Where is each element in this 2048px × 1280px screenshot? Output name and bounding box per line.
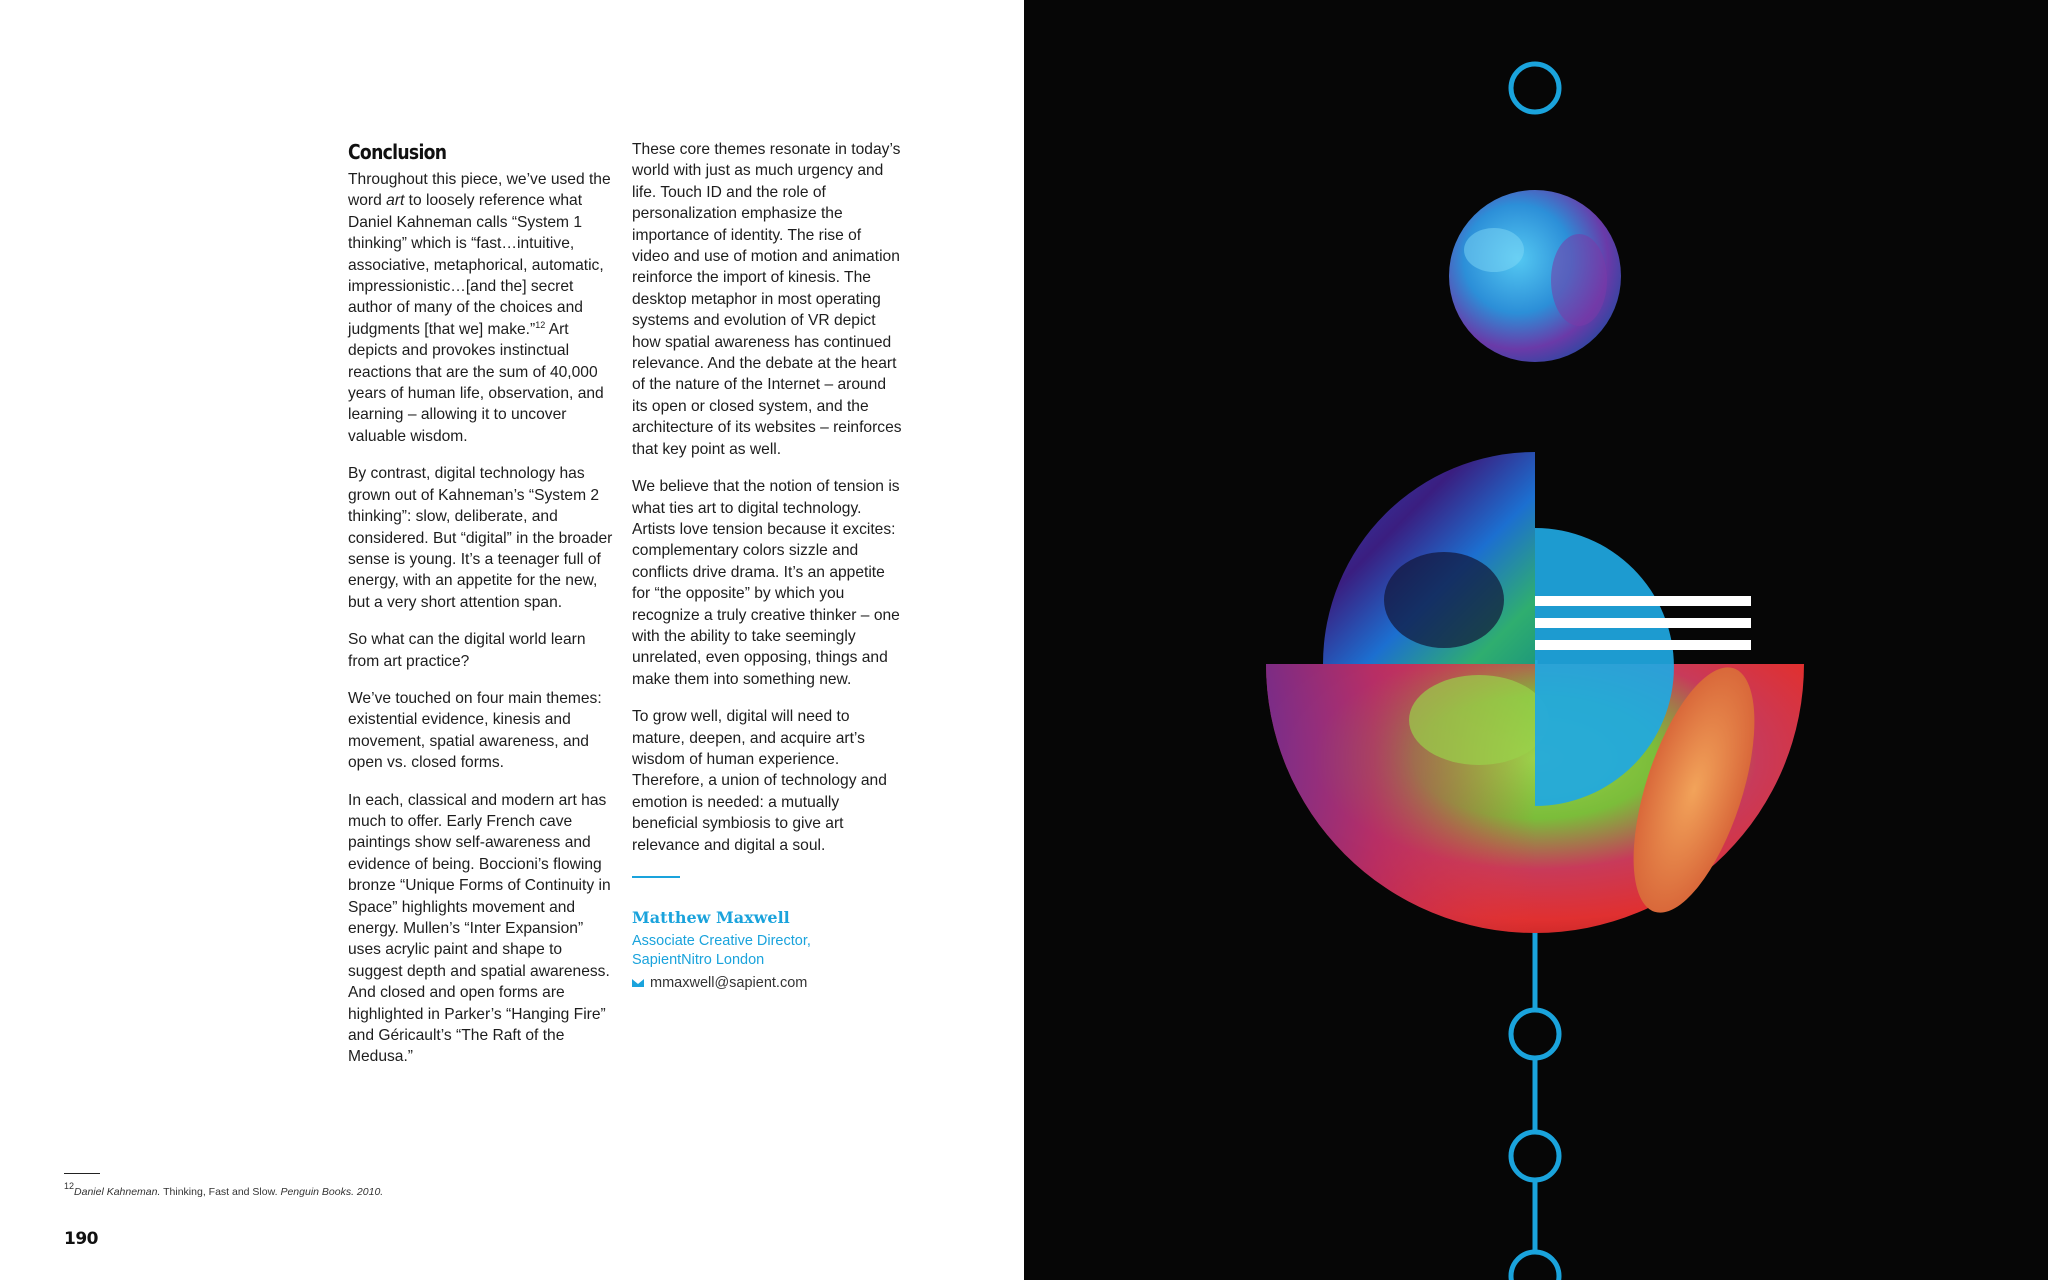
author-role: Associate Creative Director,	[632, 933, 811, 949]
author-email[interactable]: mmaxwell@sapient.com	[650, 975, 808, 991]
text-column-1	[348, 139, 618, 1084]
quarter-detail	[1384, 552, 1504, 648]
footnote-rule	[64, 1173, 100, 1174]
author-block	[632, 908, 902, 993]
text-column-2	[632, 139, 902, 993]
paragraph: Throughout this piece, we’ve used the word art to loosely reference what Daniel Kahneman calls “System 1 thinking” which is “fast…intuitive, associative, metaphorical, automatic, impressionistic…[and the] secret author of many of the choices and judgments [that we] make.”$^{12}$ Art depicts and provokes instinctual reactions that are the sum of 40,000 years of human life, observation, and learning – allowing it to uncover valuable wisdom.	[348, 171, 611, 445]
mail-icon	[632, 979, 644, 987]
author-email-link[interactable]	[632, 973, 902, 993]
stripe	[1535, 640, 1751, 650]
paragraph: By contrast, digital technology has grown out of Kahneman’s “System 2 thinking”: slow, deliberate, and considered. But “digital” in the broader sense is young. It’s a teenager full of energy, with an appetite for the new, but a very short attention span.	[348, 465, 613, 611]
footnote: $^{12}$Daniel Kahneman. Thinking, Fast and Slow. Penguin Books. 2010.	[64, 1181, 384, 1198]
abstract-illustration	[1024, 0, 2048, 1280]
paragraph: We’ve touched on four main themes: existential evidence, kinesis and movement, spatial awareness, and open vs. closed forms.	[348, 689, 602, 772]
section-heading: Conclusion	[348, 140, 447, 164]
planet-detail	[1551, 234, 1607, 326]
page-number: 190	[64, 1229, 98, 1249]
ring-icon	[1511, 1252, 1559, 1280]
planet-detail	[1464, 228, 1524, 272]
ring-icon	[1511, 64, 1559, 112]
paragraph: So what can the digital world learn from art practice?	[348, 631, 586, 670]
paragraph: To grow well, digital will need to mature, deepen, and acquire art’s wisdom of human experience. Therefore, a union of technology and emotion is needed: a mutually beneficial symbiosis to give art relevance and digital a soul.	[632, 708, 887, 854]
ring-icon	[1511, 1010, 1559, 1058]
ring-icon	[1511, 1132, 1559, 1180]
stripes-icon	[1535, 596, 1751, 606]
accent-rule	[632, 876, 680, 878]
author-name: Matthew Maxwell	[632, 908, 790, 927]
paragraph: In each, classical and modern art has much to offer. Early French cave paintings show self-awareness and evidence of being. Boccioni’s flowing bronze “Unique Forms of Continuity in Space” highlights movement and energy. Mullen’s “Inter Expansion” uses acrylic paint and shape to suggest depth and spatial awareness. And closed and open forms are highlighted in Parker’s “Hanging Fire” and Géricault’s “The Raft of the Medusa.”	[348, 791, 611, 1066]
bowl-detail	[1409, 675, 1549, 765]
footnote-ref[interactable]: 12	[535, 319, 546, 330]
right-page-illustration	[1024, 0, 2048, 1280]
paragraph: These core themes resonate in today’s world with just as much urgency and life. Touch ID and the role of personalization emphasize the importance of identity. The rise of video and use of motion and animation reinforce the import of kinesis. The desktop metaphor in most operating systems and evolution of VR depict how spatial awareness has continued relevance. And the debate at the heart of the nature of the Internet – around its open or closed system, and the architecture of its websites – reinforces that key point as well.	[632, 141, 902, 458]
paragraph: We believe that the notion of tension is what ties art to digital technology. Artists love tension because it excites: complementary colors sizzle and conflicts drive drama. It’s an appetite for “the opposite” by which you recognize a truly creative thinker – one with the ability to take seemingly unrelated, even opposing, things and make them into something new.	[632, 478, 900, 688]
author-company: SapientNitro London	[632, 952, 765, 968]
stripe	[1535, 618, 1751, 628]
